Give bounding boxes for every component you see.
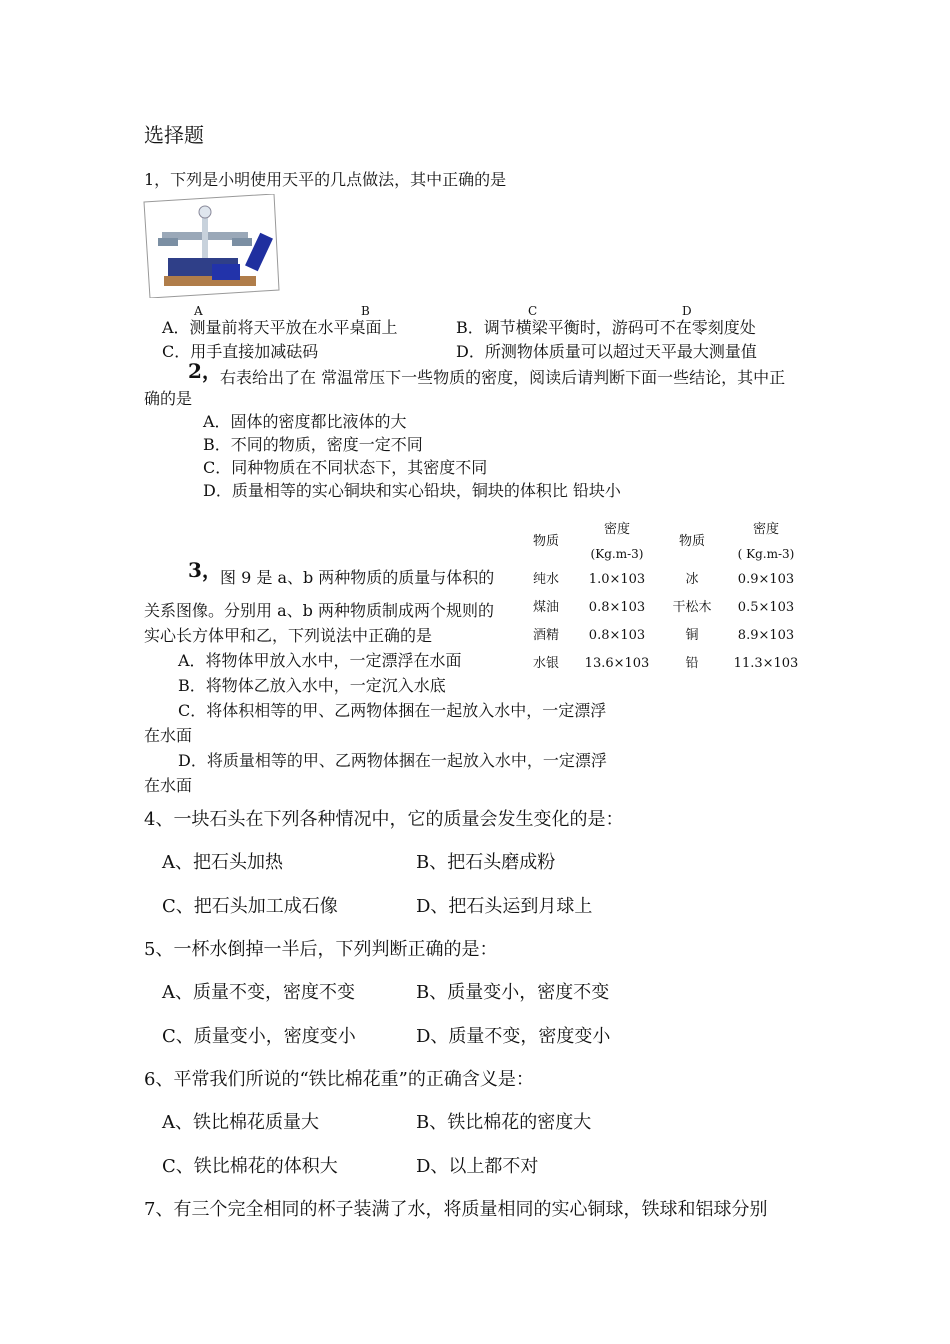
q2-option-b: B．不同的物质，密度一定不同	[203, 435, 423, 454]
q5-option-c: C、质量变小，密度变小	[162, 1026, 356, 1047]
q4-option-a: A、把石头加热	[162, 852, 283, 873]
q5-option-d: D、质量不变，密度变小	[416, 1026, 611, 1047]
q6-option-a: A、铁比棉花质量大	[162, 1112, 319, 1133]
q3-stem-line3: 实心长方体甲和乙，下列说法中正确的是	[144, 626, 433, 645]
q4-option-c: C、把石头加工成石像	[162, 896, 338, 917]
table-header-density: 密度 (Kg.m-3)	[590, 522, 644, 561]
table-row: 酒精 0.8×103 铜 8.9×103	[532, 628, 795, 643]
q3-option-c: C．将体积相等的甲、乙两物体捆在一起放入水中，一定漂浮	[178, 701, 607, 720]
q3-stem-line1: 图 9 是 a、b 两种物质的质量与体积的	[220, 568, 495, 587]
q2-stem-line1: 右表给出了在 常温常压下一些物质的密度，阅读后请判断下面一些结论，其中正	[220, 368, 786, 387]
q3-option-a: A．将物体甲放入水中，一定漂浮在水面	[178, 651, 462, 670]
section-title: 选择题	[144, 123, 204, 147]
balance-scale-image	[142, 194, 280, 298]
q1-option-b: B．调节横梁平衡时，游码可不在零刻度处	[456, 318, 756, 337]
q3-option-c-cont: 在水面	[144, 726, 193, 745]
q4-option-b: B、把石头磨成粉	[416, 852, 556, 873]
q6-option-c: C、铁比棉花的体积大	[162, 1156, 338, 1177]
q3-option-d-cont: 在水面	[144, 776, 193, 795]
q7-stem: 7、有三个完全相同的杯子装满了水，将质量相同的实心铜球，铁球和铝球分别	[144, 1199, 768, 1220]
q6-option-d: D、以上都不对	[416, 1156, 539, 1177]
table-row: 水银 13.6×103 铅 11.3×103	[532, 656, 799, 671]
table-header-substance: 物质	[532, 534, 559, 549]
image-label-d: D	[682, 304, 692, 318]
q1-option-d: D．所测物体质量可以超过天平最大测量值	[456, 342, 757, 361]
q5-option-b: B、质量变小，密度不变	[416, 982, 610, 1003]
table-row: 煤油 0.8×103 干松木 0.5×103	[532, 600, 795, 615]
q1-option-c: C．用手直接加减砝码	[162, 342, 319, 361]
q2-option-a: A．固体的密度都比液体的大	[203, 412, 407, 431]
image-label-a: A	[194, 304, 203, 318]
q4-stem: 4、一块石头在下列各种情况中，它的质量会发生变化的是：	[144, 809, 624, 830]
q6-stem: 6、平常我们所说的“铁比棉花重”的正确含义是：	[144, 1069, 534, 1090]
table-header-density-2: 密度 ( Kg.m-3)	[737, 522, 795, 561]
image-label-b: B	[361, 304, 370, 318]
q6-option-b: B、铁比棉花的密度大	[416, 1112, 592, 1133]
q4-option-d: D、把石头运到月球上	[416, 896, 593, 917]
q1-option-a: A．测量前将天平放在水平桌面上	[162, 318, 398, 337]
image-label-c: C	[528, 304, 538, 318]
q3-stem-line2: 关系图像。分别用 a、b 两种物质制成两个规则的	[144, 601, 494, 620]
q5-option-a: A、质量不变，密度不变	[162, 982, 355, 1003]
q2-option-d: D．质量相等的实心铜块和实心铅块，铜块的体积比 铅块小	[203, 481, 621, 500]
q3-option-b: B．将物体乙放入水中，一定沉入水底	[178, 676, 446, 695]
table-row: 纯水 1.0×103 冰 0.9×103	[532, 572, 795, 587]
density-table	[520, 518, 810, 678]
q2-stem-line2: 确的是	[144, 389, 193, 408]
q3-number: 3，	[188, 558, 222, 582]
q2-number: 2，	[188, 359, 222, 383]
q5-stem: 5、一杯水倒掉一半后，下列判断正确的是：	[144, 939, 498, 960]
q1-stem: 1，下列是小明使用天平的几点做法，其中正确的是	[144, 170, 507, 189]
table-header-substance-2: 物质	[678, 534, 705, 549]
q3-option-d: D．将质量相等的甲、乙两物体捆在一起放入水中，一定漂浮	[178, 751, 607, 770]
q2-option-c: C．同种物质在不同状态下，其密度不同	[203, 458, 488, 477]
